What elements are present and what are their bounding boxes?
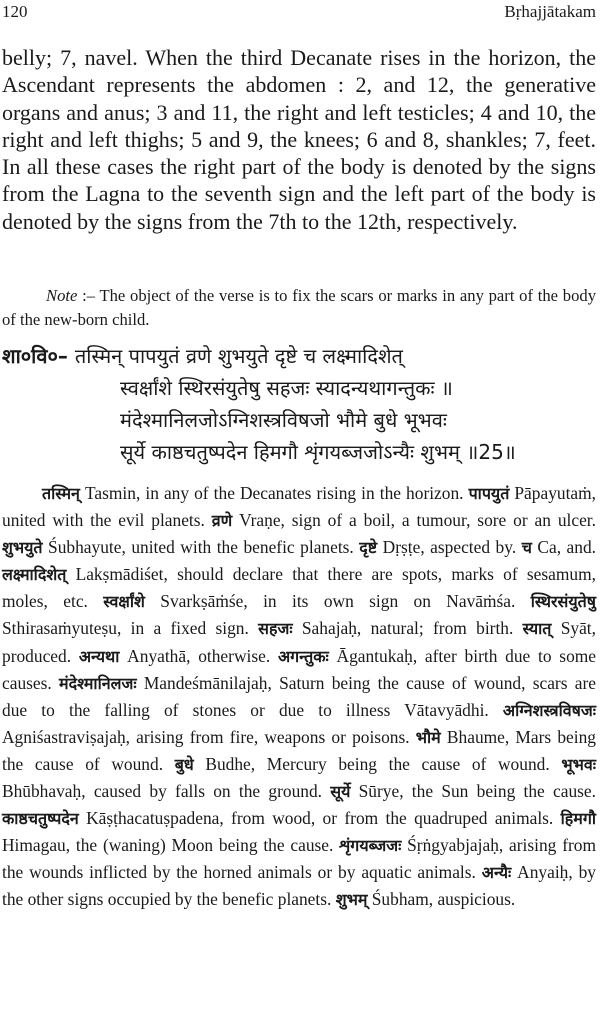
gloss-def: Kāṣṭhacatuṣpadena, from wood, or from the quadruped animals.	[78, 808, 561, 829]
gloss-term: अन्यैः	[481, 863, 512, 883]
gloss-term: काष्ठचतुष्पदेन	[2, 809, 79, 829]
gloss-term: अगन्तुकः	[277, 646, 329, 666]
gloss-def: Sahajaḥ, natural; from birth.	[292, 618, 523, 639]
gloss-def: Vraṇe, sign of a boil, a tumour, sore or an ulcer.	[232, 510, 596, 531]
gloss-def: Śubham, auspicious.	[367, 889, 516, 910]
main-paragraph: belly; 7, navel. When the third Decanate rises in the horizon, the Ascendant represents the abdomen : 2, and 12, the generative organs and anus; 3 and 11, the right and left testicles; 4 and 10, the right and left thighs; 5 and 9, the knees; 6 and 8, shankles; 7, feet. In all these cases the right part of the body is denoted by the signs from the Lagna to the seventh sign and the left part of the body is denoted by the signs from the 7th to the 12th, respectively.	[2, 45, 596, 234]
gloss-term: अग्निशस्त्रविषजः	[502, 700, 596, 720]
verse-meter-label: शा०वि०–	[2, 344, 75, 368]
gloss-term: लक्ष्मादिशेत्	[2, 565, 67, 585]
gloss-term: सूर्ये	[330, 782, 351, 802]
gloss-term: तस्मिन्	[42, 484, 80, 503]
word-glossary	[2, 480, 596, 914]
gloss-term: शुभम्	[335, 890, 368, 910]
gloss-def: Syāt, produced.	[2, 618, 596, 666]
verse-line-text: तस्मिन् पापयुतं व्रणे शुभयुते दृष्टे च लक्ष्मादिशेत्	[74, 344, 403, 368]
gloss-term: स्वर्क्षांशे	[103, 592, 145, 612]
gloss-term: हिमगौ	[560, 809, 596, 829]
note-separator: :–	[77, 286, 100, 305]
gloss-def: Śṛṅgyabjajaḥ, arising from the wounds inflicted by the horned animals or by aquatic animals.	[2, 835, 596, 883]
gloss-def: Āgantukaḥ, after birth due to some causes.	[2, 645, 597, 693]
gloss-term: भौमे	[415, 727, 441, 747]
gloss-def: Anyathā, otherwise.	[119, 645, 278, 666]
gloss-term: शुभयुते	[2, 538, 43, 558]
sanskrit-verse	[2, 340, 598, 468]
verse-line-1	[2, 340, 598, 372]
gloss-def: Sthirasaṁyuteṣu, in a fixed sign.	[2, 618, 259, 639]
page-header	[0, 0, 600, 28]
verse-line-4: सूर्ये काष्ठचतुष्पदेन हिमगौ शृंगयब्जजोऽन्यैः शुभम् ॥25॥	[120, 440, 516, 464]
gloss-term: भूभवः	[561, 754, 596, 774]
gloss-def: Anyaiḥ, by the other signs occupied by the benefic planets.	[2, 862, 596, 910]
gloss-term: मंदेश्मानिलजः	[59, 673, 137, 693]
gloss-def: Tasmin, in any of the Decanates rising in the horizon.	[79, 483, 469, 503]
gloss-def: Bhaume, Mars being the cause of wound.	[2, 726, 596, 774]
gloss-term: स्यात्	[522, 619, 552, 639]
gloss-term: पापयुतं	[468, 484, 510, 503]
gloss-def: Budhe, Mercury being the cause of wound.	[193, 753, 562, 774]
gloss-def: Śubhayute, united with the benefic planets.	[42, 537, 360, 558]
note-label: Note	[46, 286, 78, 305]
gloss-term: व्रणे	[211, 511, 233, 531]
gloss-term: स्थिरसंयुतेषु	[530, 592, 597, 612]
gloss-def: Pāpayutaṁ, united with the evil planets.	[2, 483, 597, 531]
gloss-def: Svarkṣāṁśe, in its own sign on Navāṁśa.	[144, 591, 531, 612]
gloss-term: च	[521, 538, 532, 558]
verse-line-2: स्वर्क्षांशे स्थिरसंयुतेषु सहजः स्यादन्यथागन्तुकः ॥	[120, 376, 453, 400]
gloss-def: Lakṣmādiśet, should declare that there are spots, marks of sesamum, moles, etc.	[2, 564, 596, 612]
gloss-def: Himagau, the (waning) Moon being the cause.	[2, 835, 340, 856]
gloss-term: बुधे	[174, 754, 194, 774]
note-text: The object of the verse is to fix the scars or marks in any part of the body of the new-born child.	[2, 286, 596, 329]
gloss-term: अन्यथा	[78, 646, 120, 666]
gloss-def: Dṛṣṭe, aspected by.	[377, 537, 522, 558]
note-paragraph	[2, 284, 596, 332]
gloss-def: Agniśastraviṣajaḥ, arising from fire, weapons or poisons.	[2, 726, 416, 747]
gloss-def: Sūrye, the Sun being the cause.	[350, 781, 596, 802]
gloss-def: Ca, and.	[531, 537, 597, 558]
gloss-def: Bhūbhavaḥ, caused by falls on the ground.	[2, 781, 331, 802]
verse-line-3: मंदेश्मानिलजोऽग्निशस्त्रविषजो भौमे बुधे भूभवः	[120, 408, 447, 432]
running-title: Bṛhajjātakam	[504, 2, 596, 21]
gloss-term: दृष्टे	[359, 538, 378, 558]
gloss-def: Mandeśmānilajaḥ, Saturn being the cause of wound, scars are due to the falling of stones or due to illness Vātavyādhi.	[2, 672, 596, 720]
page-number: 120	[2, 2, 28, 21]
gloss-term: सहजः	[258, 619, 293, 639]
gloss-term: शृंगयब्जजः	[339, 836, 402, 856]
